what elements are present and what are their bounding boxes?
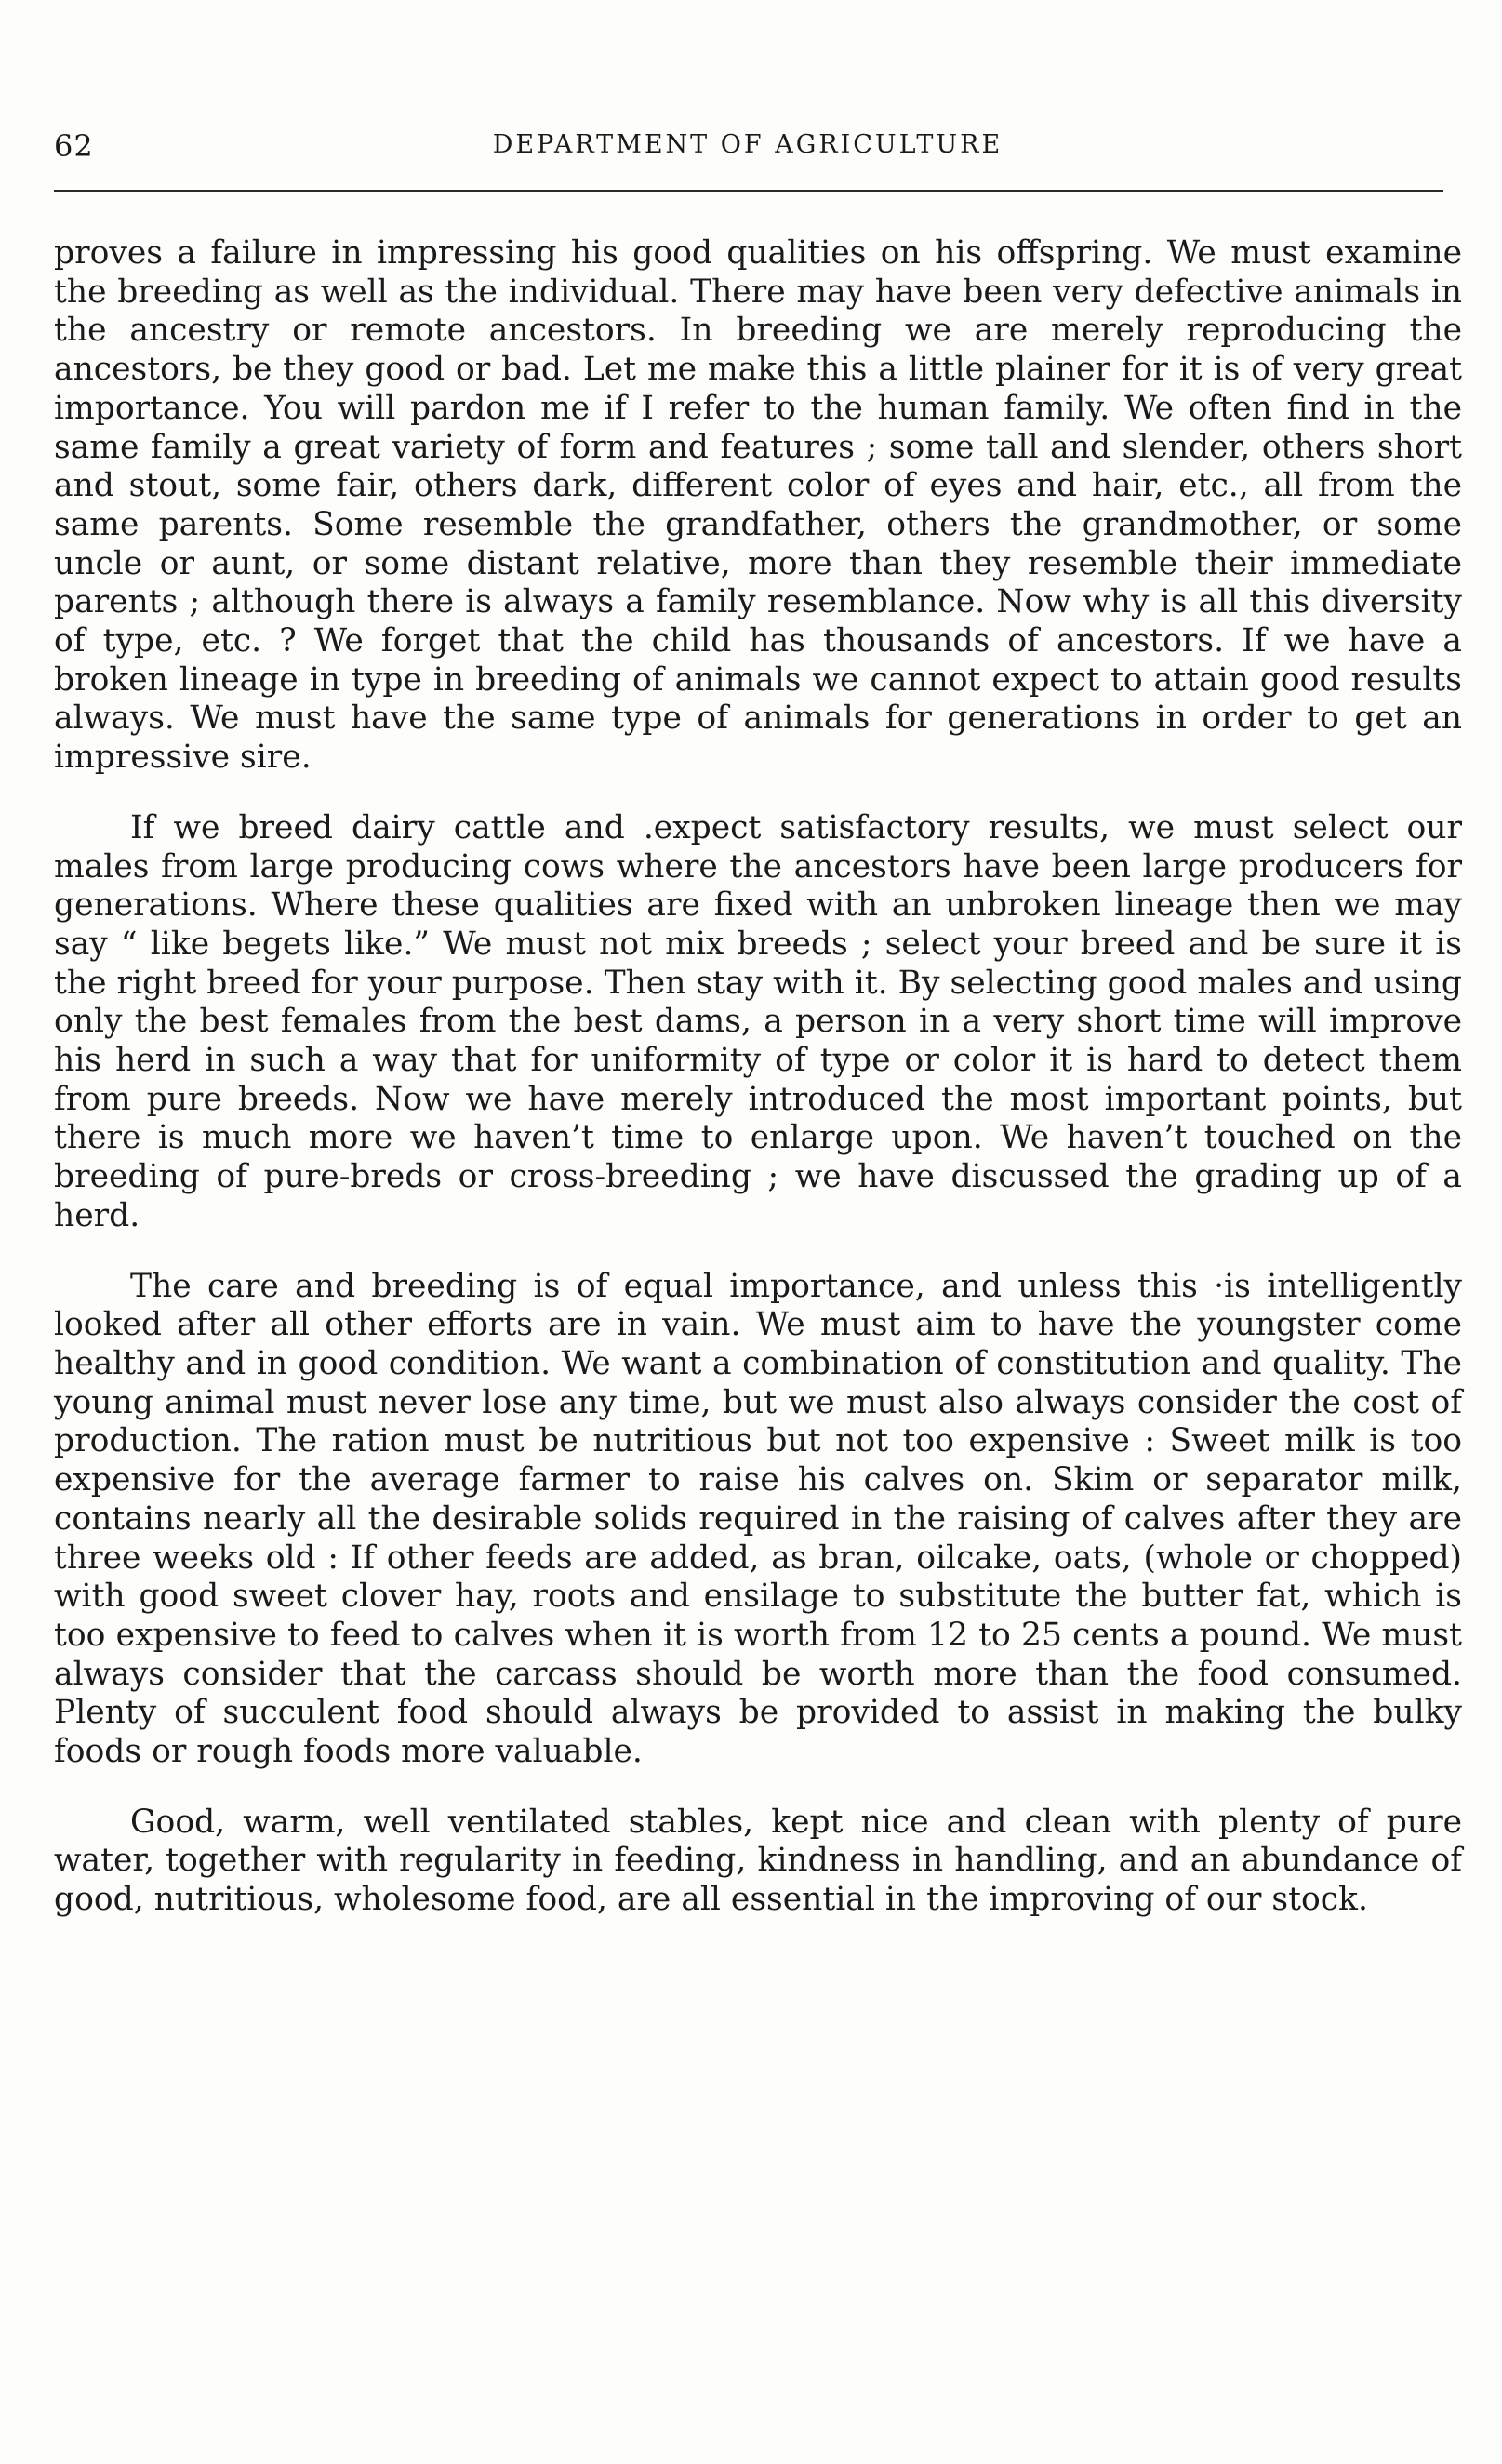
paragraph-4: Good, warm, well ventilated stables, kept nice and clean with plenty of pure water, together with regularity in feeding, kindness in handling, and an abundance of good, nutritious, wholesome food, are all essential in the improving of our stock. bbox=[54, 1803, 1462, 1919]
running-title: DEPARTMENT OF AGRICULTURE bbox=[492, 130, 1004, 159]
paragraph-2: If we breed dairy cattle and .expect satisfactory results, we must select our males from large producing cows where the ancestors have been large producers for generations. Where these qualities are fixed with an unbroken lineage then we may say “ like begets like.” We must not mix breeds ; select your breed and be sure it is the right breed for your purpose. Then stay with it. By selecting good males and using only the best females from the best dams, a person in a very short time will improve his herd in such a way that for uniformity of type or color it is hard to detect them from pure breeds. Now we have merely introduced the most important points, but there is much more we haven’t time to enlarge upon. We haven’t touched on the breeding of pure-breds or cross-breeding ; we have discussed the grading up of a herd. bbox=[54, 808, 1462, 1234]
paragraph-3: The care and breeding is of equal importance, and unless this ·is intelligently looked after all other efforts are in vain. We must aim to have the youngster come healthy and in good condition. We want a combination of constitution and quality. The young animal must never lose any time, but we must also always consider the cost of production. The ration must be nutritious but not too expensive : Sweet milk is too expensive for the average farmer to raise his calves on. Skim or separator milk, contains nearly all the desirable solids required in the raising of calves after they are three weeks old : If other feeds are added, as bran, oilcake, oats, (whole or chopped) with good sweet clover hay, roots and ensilage to substitute the butter fat, which is too expensive to feed to calves when it is worth from 12 to 25 cents a pound. We must always consider that the carcass should be worth more than the food consumed. Plenty of succulent food should always be provided to assist in making the bulky foods or rough foods more valuable. bbox=[54, 1267, 1462, 1771]
header-rule bbox=[54, 190, 1443, 192]
running-head bbox=[54, 128, 1442, 166]
paragraph-1: proves a failure in impressing his good qualities on his offspring. We must examine the breeding as well as the individual. There may have been very defective animals in the ancestry or remote ancestors. In breeding we are merely reproducing the ancestors, be they good or bad. Let me make this a little plainer for it is of very great importance. You will pardon me if I refer to the human family. We often find in the same family a great variety of form and features ; some tall and slender, others short and stout, some fair, others dark, different color of eyes and hair, etc., all from the same parents. Some resemble the grandfather, others the grandmother, or some uncle or aunt, or some distant relative, more than they resemble their immediate parents ; although there is always a family resemblance. Now why is all this diversity of type, etc. ? We forget that the child has thousands of ancestors. If we have a broken lineage in type in breeding of animals we cannot expect to attain good results always. We must have the same type of animals for generations in order to get an impressive sire. bbox=[54, 234, 1462, 777]
body-text bbox=[54, 234, 1462, 1951]
page-number: 62 bbox=[54, 128, 94, 164]
